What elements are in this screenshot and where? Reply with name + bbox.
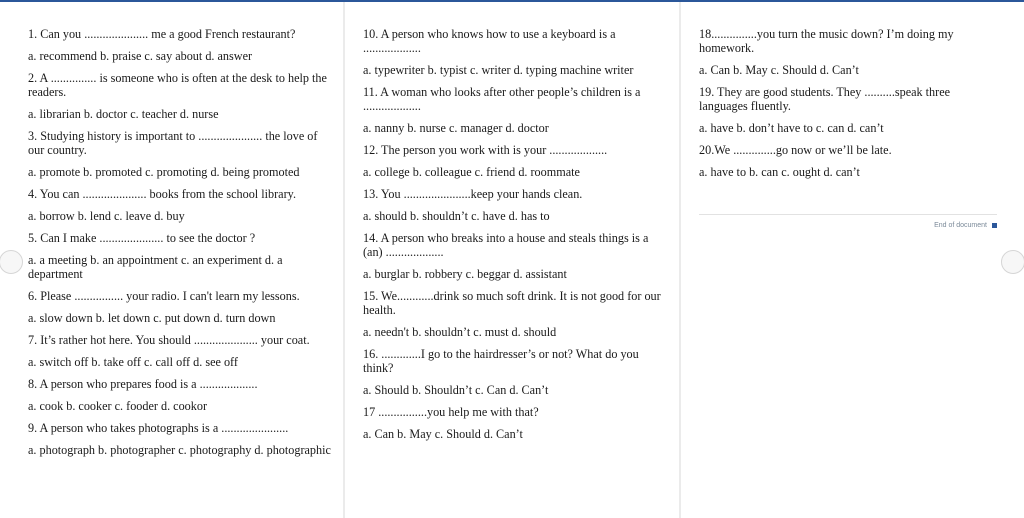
question-line: 1. Can you ..................... me a good French restaurant? — [28, 27, 296, 41]
previous-page-button[interactable] — [0, 250, 23, 274]
page-gutter — [679, 2, 681, 518]
answer-options: a. burglar b. robbery c. beggar d. assistant — [363, 267, 567, 281]
question-line: 6. Please ................ your radio. I can't learn my lessons. — [28, 289, 300, 303]
question-line: 5. Can I make ..................... to see the doctor ? — [28, 231, 256, 245]
answer-options: a. switch off b. take off c. call off d. see off — [28, 355, 238, 369]
answer-options: a. should b. shouldn’t c. have d. has to — [363, 209, 550, 223]
answer-options: a. slow down b. let down c. put down d. turn down — [28, 311, 276, 325]
page-gutter — [343, 2, 345, 518]
question-line: 18...............you turn the music down? I’m doing my homework. — [699, 27, 954, 55]
page-1 — [12, 2, 342, 518]
page-2 — [346, 2, 678, 518]
page-1-text — [28, 27, 332, 465]
page-2-text — [363, 27, 667, 449]
question-line: 19. They are good students. They ..........speak three languages fluently. — [699, 85, 951, 113]
answer-options: a. librarian b. doctor c. teacher d. nurse — [28, 107, 219, 121]
next-page-button[interactable] — [1001, 250, 1024, 274]
question-line: 12. The person you work with is your ................... — [363, 143, 608, 157]
page-3-text — [699, 27, 994, 187]
question-line: 3. Studying history is important to ..................... the love of our country. — [28, 129, 318, 157]
question-line: 4. You can ..................... books from the school library. — [28, 187, 296, 201]
answer-options: a. Can b. May c. Should d. Can’t — [363, 427, 523, 441]
answer-options: a. cook b. cooker c. fooder d. cookor — [28, 399, 208, 413]
question-line: 8. A person who prepares food is a ................... — [28, 377, 258, 391]
answer-options: a. college b. colleague c. friend d. roommate — [363, 165, 580, 179]
question-line: 20.We ..............go now or we’ll be late. — [699, 143, 892, 157]
question-line: 17 ................you help me with that? — [363, 405, 539, 419]
answer-options: a. recommend b. praise c. say about d. answer — [28, 49, 253, 63]
answer-options: a. have b. don’t have to c. can d. can’t — [699, 121, 884, 135]
question-line: 15. We............drink so much soft drink. It is not good for our health. — [363, 289, 661, 317]
answer-options: a. borrow b. lend c. leave d. buy — [28, 209, 185, 223]
question-line: 14. A person who breaks into a house and steals things is a (an) ................... — [363, 231, 649, 259]
end-of-document-label: End of document — [934, 222, 987, 229]
question-line: 7. It’s rather hot here. You should ..................... your coat. — [28, 333, 310, 347]
question-line: 10. A person who knows how to use a keyboard is a ................... — [363, 27, 616, 55]
answer-options: a. needn't b. shouldn’t c. must d. should — [363, 325, 557, 339]
question-line: 11. A woman who looks after other people’s children is a ................... — [363, 85, 641, 113]
end-of-document-marker — [699, 214, 997, 229]
answer-options: a. Should b. Shouldn’t c. Can d. Can’t — [363, 383, 549, 397]
answer-options: a. have to b. can c. ought d. can’t — [699, 165, 860, 179]
question-line: 2. A ............... is someone who is often at the desk to help the readers. — [28, 71, 327, 99]
end-marker-icon — [992, 223, 997, 228]
answer-options: a. nanny b. nurse c. manager d. doctor — [363, 121, 549, 135]
page-3 — [682, 2, 1012, 518]
answer-options: a. a meeting b. an appointment c. an experiment d. a department — [28, 253, 283, 281]
question-line: 16. .............I go to the hairdresser’s or not? What do you think? — [363, 347, 639, 375]
answer-options: a. Can b. May c. Should d. Can’t — [699, 63, 859, 77]
answer-options: a. promote b. promoted c. promoting d. being promoted — [28, 165, 300, 179]
answer-options: a. typewriter b. typist c. writer d. typing machine writer — [363, 63, 634, 77]
question-line: 9. A person who takes photographs is a ...................... — [28, 421, 289, 435]
question-line: 13. You ......................keep your hands clean. — [363, 187, 583, 201]
answer-options: a. photograph b. photographer c. photography d. photographic — [28, 443, 331, 457]
